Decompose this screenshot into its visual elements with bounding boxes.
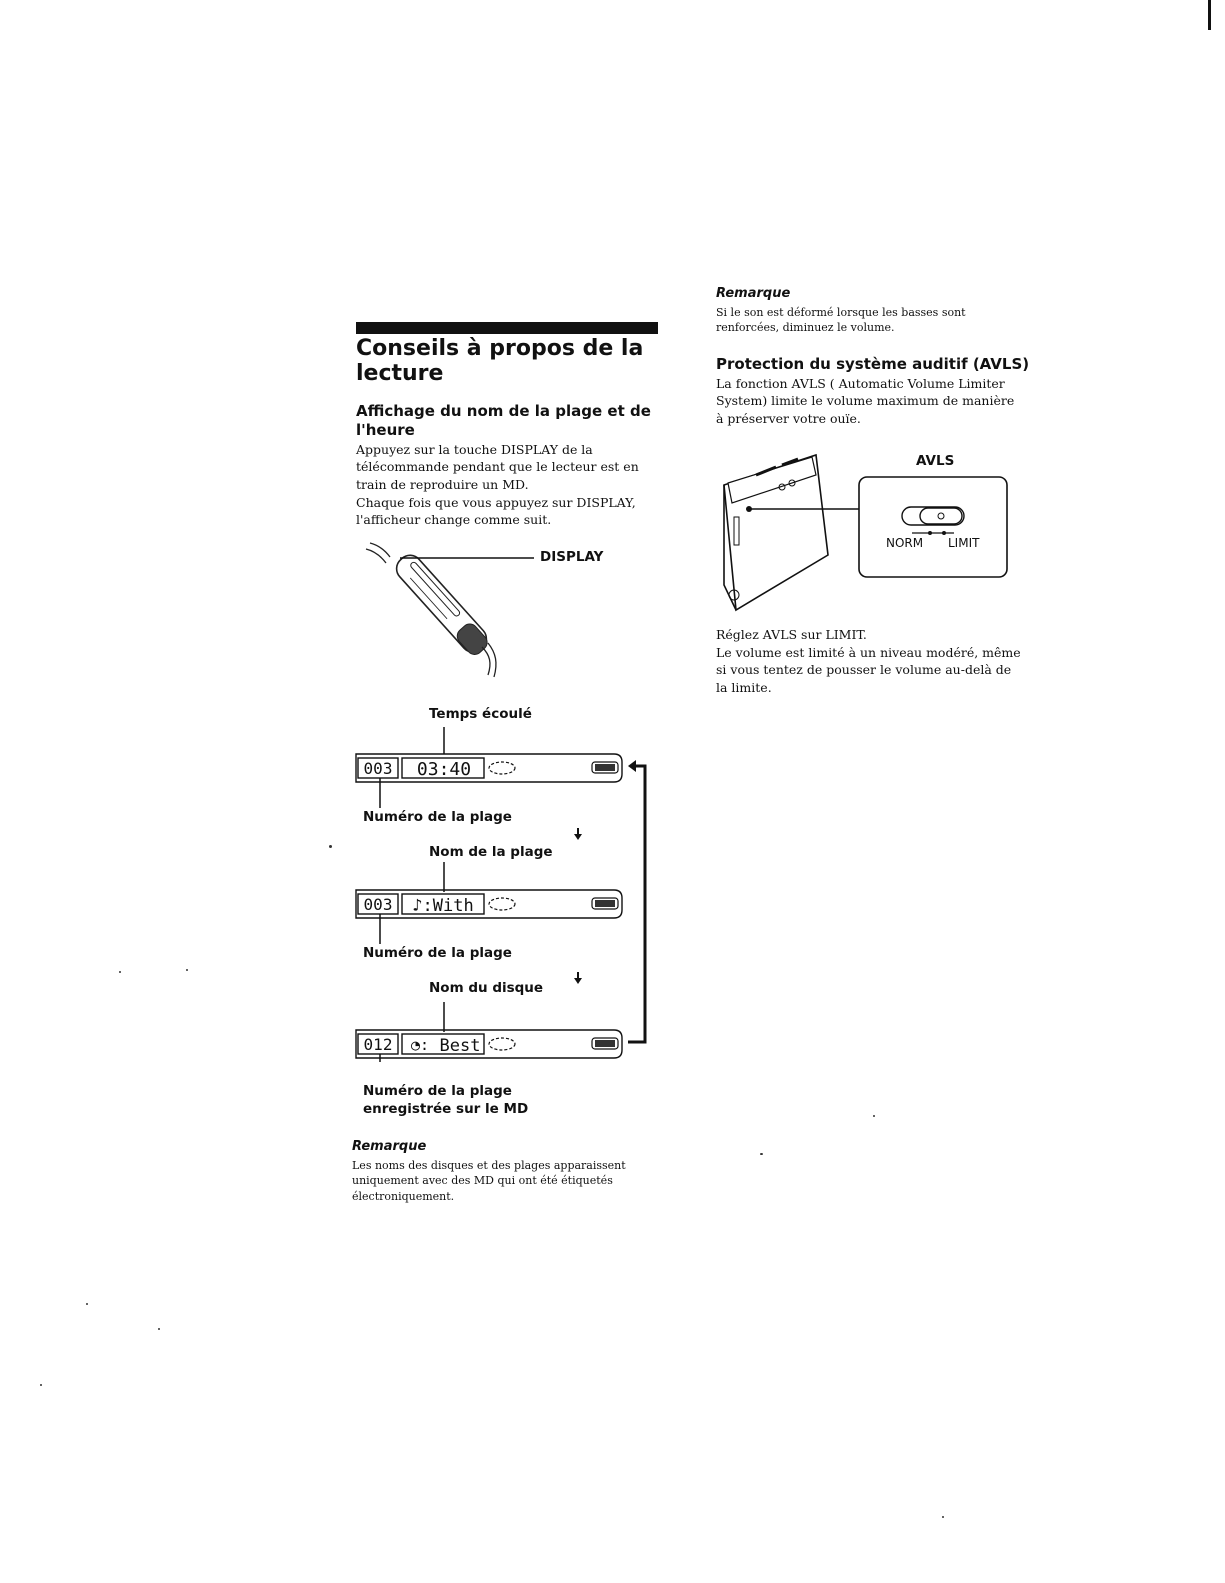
section-title: Conseils à propos de la lecture — [356, 336, 644, 386]
avls-heading: Protection du système auditif (AVLS) — [716, 355, 1030, 373]
lcd-2-track: 003 — [363, 895, 393, 914]
right-remark-text: Si le son est déformé lorsque les basses sont renforcées, diminuez le volume. — [716, 306, 966, 335]
left-remark-title: Remarque — [352, 1139, 427, 1154]
label-track-number-1: Numéro de la plage — [363, 809, 512, 825]
avls-callout-box — [859, 477, 1007, 577]
cycle-bracket — [628, 766, 645, 1042]
scan-speck — [329, 845, 332, 848]
display-sequence-diagram — [352, 722, 657, 1062]
display-leader-line — [400, 552, 536, 566]
scan-speck — [942, 1516, 944, 1518]
page-edge-mark — [1208, 0, 1211, 30]
label-disc-name: Nom du disque — [429, 980, 544, 996]
avls-label: AVLS — [916, 453, 955, 469]
norm-label: NORM — [886, 536, 924, 550]
label-recorded-track-line-2: enregistrée sur le MD — [363, 1101, 529, 1117]
cycle-arrow-icon — [628, 760, 636, 772]
scan-speck — [873, 1115, 875, 1117]
disc-icon — [489, 898, 515, 910]
avls-player-illustration — [716, 445, 1016, 615]
scan-speck — [86, 1303, 88, 1305]
scan-speck — [186, 969, 188, 971]
scan-speck — [119, 971, 121, 973]
label-track-number-2: Numéro de la plage — [363, 945, 512, 961]
section-rule — [356, 322, 658, 334]
disc-icon — [489, 1038, 515, 1050]
avls-paragraph-1: La fonction AVLS ( Automatic Volume Limiter System) limite le volume maximum de manière à préserver votre ouïe. — [716, 376, 1015, 426]
label-track-name: Nom de la plage — [429, 844, 553, 860]
left-remark-text: Les noms des disques et des plages apparaissent uniquement avec des MD qui ont été étiquetés électroniquement. — [352, 1159, 626, 1203]
label-recorded-track-line-1: Numéro de la plage — [363, 1083, 512, 1099]
subheading: Affichage du nom de la plage et de l'heure — [356, 402, 651, 439]
limit-label: LIMIT — [948, 536, 980, 550]
paragraph-1: Appuyez sur la touche DISPLAY de la télécommande pendant que le lecteur est en train de reproduire un MD. — [356, 442, 639, 492]
lcd-3-track: 012 — [363, 1035, 393, 1054]
lcd-3-name: Best — [439, 1036, 481, 1056]
paragraph-2: Chaque fois que vous appuyez sur DISPLAY, l'afficheur change comme suit. — [356, 495, 636, 528]
avls-paragraph-3: Le volume est limité à un niveau modéré, même si vous tentez de pousser le volume au-delà de la limite. — [716, 645, 1021, 695]
label-elapsed-time: Temps écoulé — [429, 706, 532, 722]
scan-speck — [760, 1153, 763, 1155]
scan-speck — [158, 1328, 160, 1330]
lcd-1-track: 003 — [363, 759, 393, 778]
down-arrow-icon — [574, 834, 582, 840]
scan-speck — [40, 1384, 42, 1386]
down-arrow-icon — [574, 978, 582, 984]
disc-icon — [489, 762, 515, 774]
lcd-2-name: ♪:With — [412, 896, 474, 916]
right-remark-title: Remarque — [716, 286, 791, 301]
disc-symbol-icon: ◔: — [410, 1036, 430, 1054]
avls-paragraph-2: Réglez AVLS sur LIMIT. — [716, 627, 867, 642]
display-button-label: DISPLAY — [540, 549, 604, 565]
lcd-1-time: 03:40 — [416, 759, 472, 780]
